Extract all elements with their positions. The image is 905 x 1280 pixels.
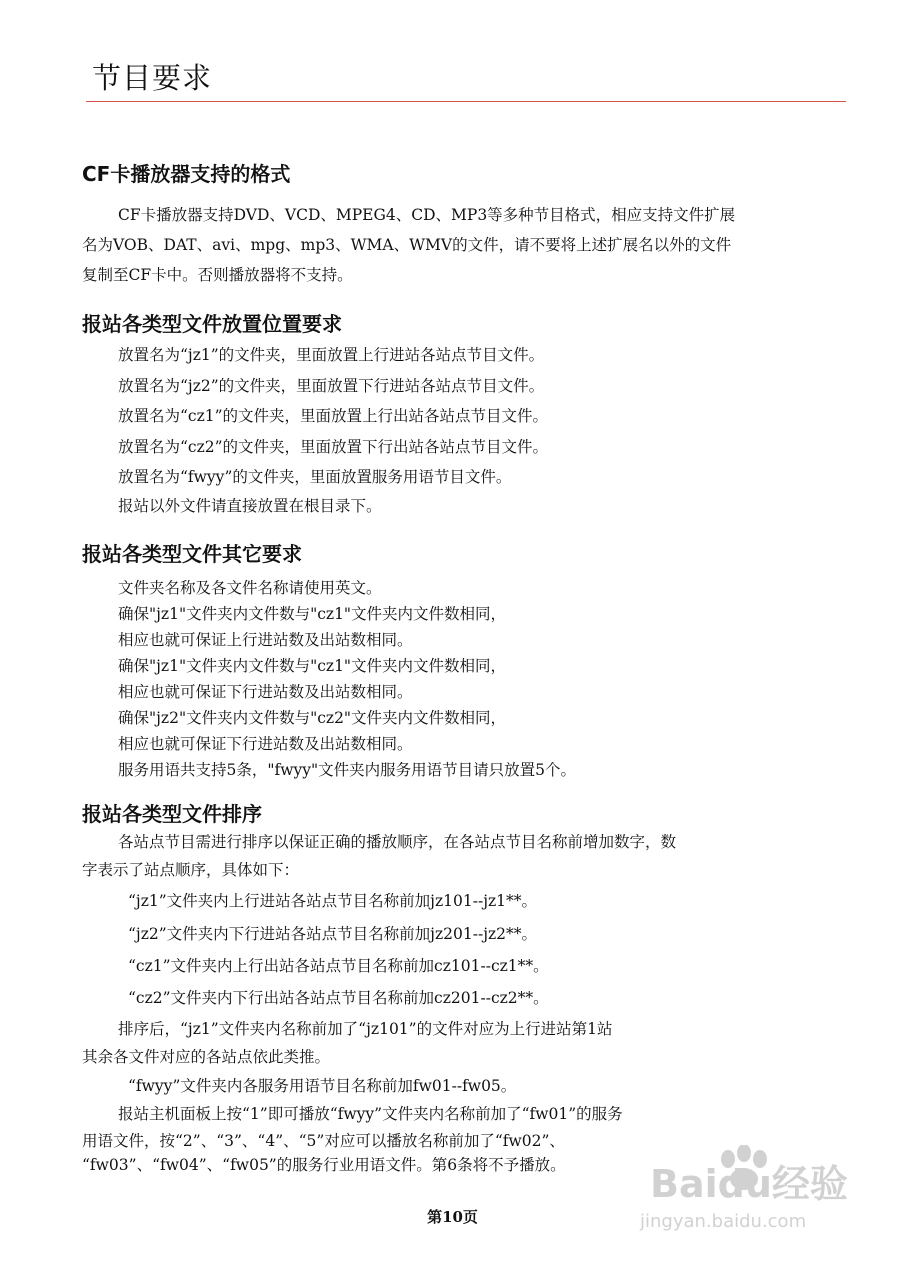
paragraph-line: 排序后，“jz1”文件夹内名称前加了“jz101”的文件对应为上行进站第1站 — [118, 1020, 613, 1038]
list-item: 报站以外文件请直接放置在根目录下。 — [118, 497, 382, 515]
list-item: 放置名为“jz2”的文件夹，里面放置下行进站各站点节目文件。 — [118, 377, 545, 395]
paragraph-line: 字表示了站点顺序，具体如下： — [82, 861, 300, 879]
watermark-logo: Baidu经验 — [650, 1162, 848, 1206]
paragraph-line: 复制至CF卡中。否则播放器将不支持。 — [82, 266, 353, 284]
list-item: “jz1”文件夹内上行进站各站点节目名称前加jz101--jz1**。 — [128, 892, 538, 910]
paragraph-line: CF卡播放器支持DVD、VCD、MPEG4、CD、MP3等多种节目格式，相应支持文件扩展 — [118, 206, 736, 224]
page-number: 第10页 — [427, 1208, 478, 1226]
page-title: 节目要求 — [92, 61, 213, 95]
baidu-jingyan-watermark — [610, 1145, 880, 1265]
paragraph-line: “fwyy”文件夹内各服务用语节目名称前加fw01--fw05。 — [128, 1077, 517, 1095]
list-item: 相应也就可保证下行进站数及出站数相同。 — [118, 683, 413, 701]
list-item: 放置名为“cz1”的文件夹，里面放置上行出站各站点节目文件。 — [118, 407, 549, 425]
paragraph-line: “fw03”、“fw04”、“fw05”的服务行业用语文件。第6条将不予播放。 — [82, 1156, 566, 1174]
list-item: 放置名为“jz1”的文件夹，里面放置上行进站各站点节目文件。 — [118, 346, 545, 364]
section-heading-sorting: 报站各类型文件排序 — [82, 802, 262, 826]
list-item: 放置名为“fwyy”的文件夹，里面放置服务用语节目文件。 — [118, 468, 512, 486]
paragraph-line: 其余各文件对应的各站点依此类推。 — [82, 1048, 331, 1066]
list-item: 相应也就可保证下行进站数及出站数相同。 — [118, 735, 413, 753]
list-item: “cz2”文件夹内下行出站各站点节目名称前加cz201--cz2**。 — [128, 989, 549, 1007]
section-heading-placement: 报站各类型文件放置位置要求 — [82, 312, 342, 336]
list-item: 文件夹名称及各文件名称请使用英文。 — [118, 579, 382, 597]
paragraph-line: 用语文件，按“2”、“3”、“4”、“5”对应可以播放名称前加了“fw02”、 — [82, 1132, 565, 1150]
paragraph-line: 各站点节目需进行排序以保证正确的播放顺序，在各站点节目名称前增加数字，数 — [118, 833, 677, 851]
list-item: “cz1”文件夹内上行出站各站点节目名称前加cz101--cz1**。 — [128, 957, 549, 975]
section-heading-formats: CF卡播放器支持的格式 — [82, 162, 291, 186]
list-item: 确保"jz1"文件夹内文件数与"cz1"文件夹内文件数相同， — [118, 657, 507, 675]
title-divider — [86, 101, 846, 102]
section-heading-other-requirements: 报站各类型文件其它要求 — [82, 542, 302, 566]
paragraph-line: 报站主机面板上按“1”即可播放“fwyy”文件夹内名称前加了“fw01”的服务 — [118, 1105, 623, 1123]
watermark-url: jingyan.baidu.com — [640, 1211, 807, 1232]
list-item: 确保"jz1"文件夹内文件数与"cz1"文件夹内文件数相同， — [118, 605, 507, 623]
list-item: 服务用语共支持5条，"fwyy"文件夹内服务用语节目请只放置5个。 — [118, 761, 577, 779]
list-item: “jz2”文件夹内下行进站各站点节目名称前加jz201--jz2**。 — [128, 925, 538, 943]
list-item: 确保"jz2"文件夹内文件数与"cz2"文件夹内文件数相同， — [118, 709, 507, 727]
paragraph-line: 名为VOB、DAT、avi、mpg、mp3、WMA、WMV的文件，请不要将上述扩展名以外的文件 — [82, 236, 732, 254]
list-item: 相应也就可保证上行进站数及出站数相同。 — [118, 631, 413, 649]
list-item: 放置名为“cz2”的文件夹，里面放置下行出站各站点节目文件。 — [118, 438, 549, 456]
